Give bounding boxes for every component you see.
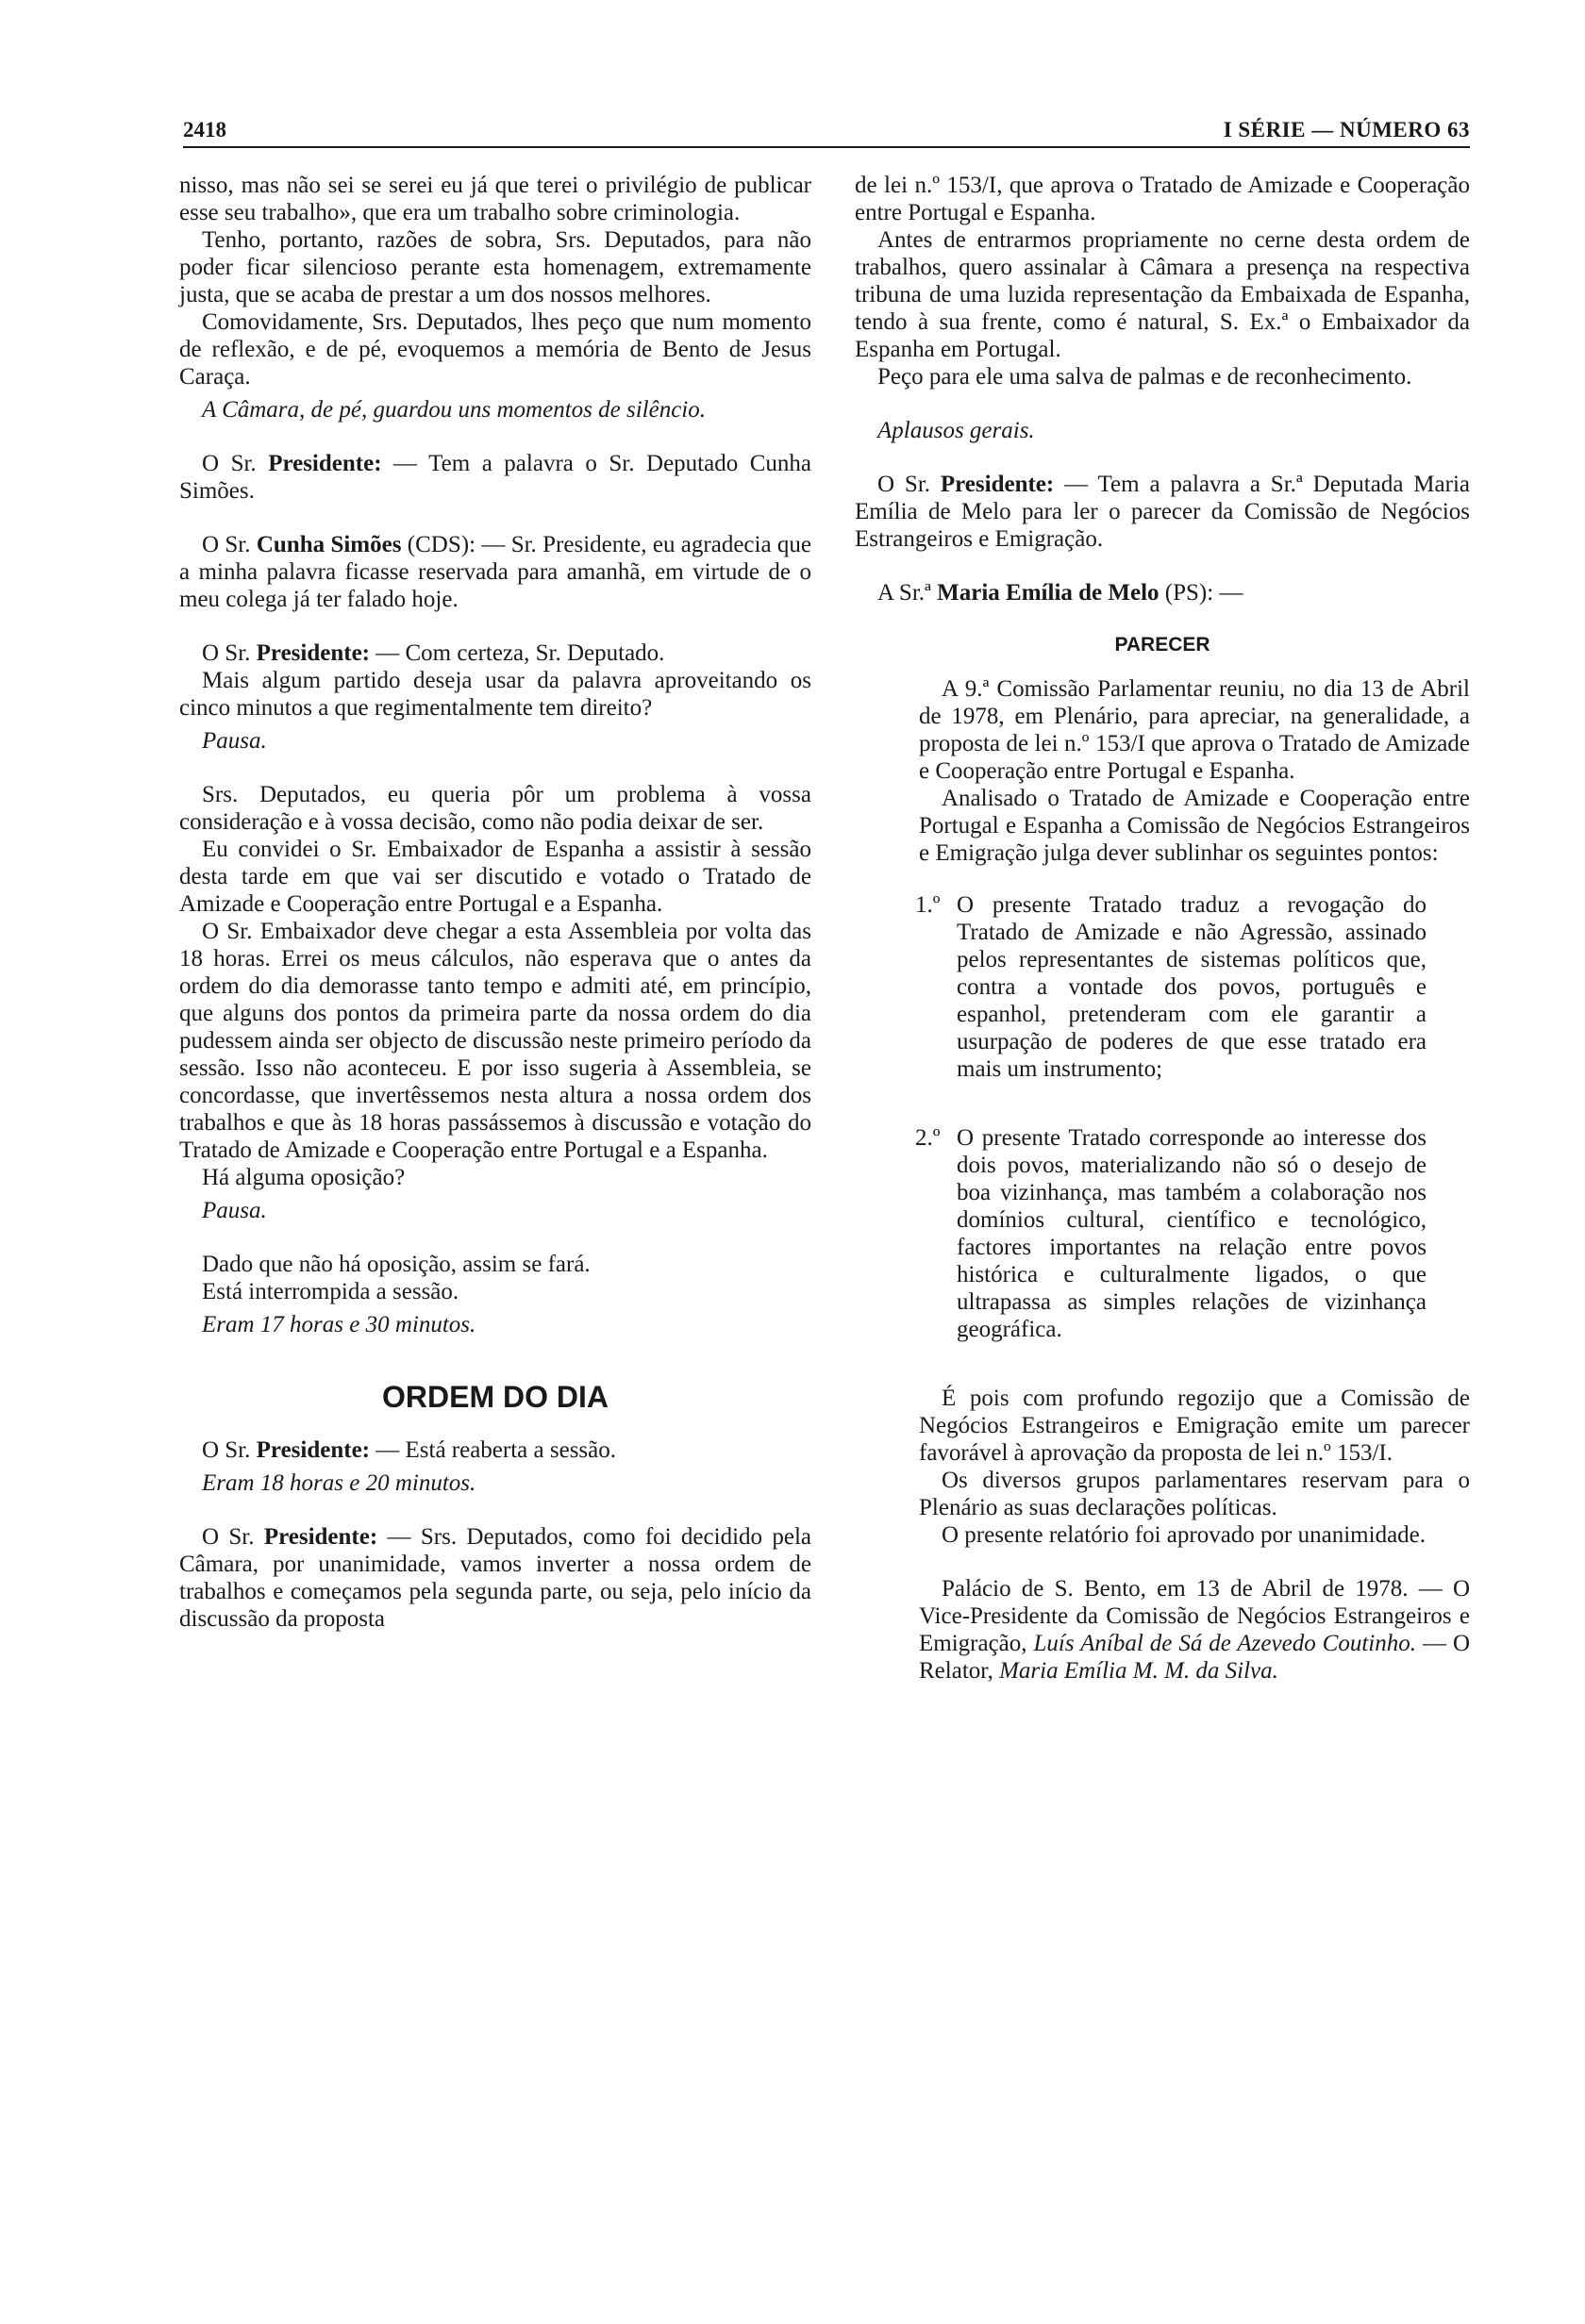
right-column bbox=[855, 172, 1470, 1685]
stage-direction: A Câmara, de pé, guardou uns momentos de silêncio. bbox=[202, 397, 706, 423]
left-column bbox=[179, 172, 811, 1633]
numbered-item bbox=[855, 1124, 1470, 1343]
speaker-name: Presidente: bbox=[940, 472, 1055, 497]
speech-cunha-simoes: O Sr. Cunha Simões (CDS): — Sr. Presidente, eu agradecia que a minha palavra ficasse reservada para amanhã, em virtude de o meu colega já ter falado hoje. bbox=[179, 532, 811, 612]
item-number: 2.º bbox=[915, 1125, 941, 1151]
speech-president: O Sr. Presidente: — Tem a palavra o Sr. Deputado Cunha Simões. bbox=[179, 451, 811, 504]
paragraph: Está interrompida a sessão. bbox=[202, 1279, 459, 1304]
paragraph: Antes de entrarmos propriamente no cerne desta ordem de trabalhos, quero assinalar à Câmara a presença na respectiva tribuna de uma luzida representação da Embaixada de Espanha, tendo à sua frente, como é natural, S. Ex.ª o Embaixador da Espanha em Portugal. bbox=[855, 227, 1470, 362]
speech-president: O Sr. Presidente: — Tem a palavra a Sr.ª Deputada Maria Emília de Melo para ler o parecer da Comissão de Negócios Estrangeiros e Emigração. bbox=[855, 472, 1470, 552]
item-number: 1.º bbox=[915, 892, 941, 918]
parecer-conclusion bbox=[855, 1385, 1470, 1685]
paragraph: Há alguma oposição? bbox=[202, 1165, 406, 1190]
speaker-name: Maria Emília de Melo bbox=[937, 580, 1160, 606]
speaker-name: Cunha Simões bbox=[256, 532, 402, 557]
paragraph: de lei n.º 153/I, que aprova o Tratado de Amizade e Cooperação entre Portugal e Espanha. bbox=[855, 173, 1470, 225]
series-title: I SÉRIE — NÚMERO 63 bbox=[1223, 118, 1470, 141]
page-header bbox=[183, 112, 1470, 148]
paragraph: Eu convidei o Sr. Embaixador de Espanha a assistir à sessão desta tarde em que vai ser discutido e votado o Tratado de Amizade e Cooperação entre Portugal e a Espanha. bbox=[179, 837, 811, 917]
paragraph: Peço para ele uma salva de palmas e de reconhecimento. bbox=[877, 364, 1412, 390]
speech-maria-emilia-de-melo: A Sr.ª Maria Emília de Melo (PS): — bbox=[877, 580, 1243, 606]
time-note: Eram 17 horas e 30 minutos. bbox=[202, 1312, 476, 1337]
speaker-name: Presidente: bbox=[256, 640, 370, 666]
paragraph: Tenho, portanto, razões de sobra, Srs. Deputados, para não poder ficar silencioso perante esta homenagem, extremamente justa, que se acaba de prestar a um dos nossos melhores. bbox=[179, 227, 811, 307]
signatory-name: Maria Emília M. M. da Silva. bbox=[999, 1658, 1278, 1684]
speaker-name: Presidente: bbox=[268, 451, 382, 476]
speech-president: O Sr. Presidente: — Com certeza, Sr. Deputado. bbox=[202, 640, 665, 666]
item-text: O presente Tratado traduz a revogação do Tratado de Amizade e não Agressão, assinado pelos representantes de sistemas políticos que, contra a vontade dos povos, português e espanhol, pretenderam com ele garantir a usurpação de poderes de que esse tratado era mais um instrumento; bbox=[957, 892, 1426, 1082]
paragraph: O presente relatório foi aprovado por unanimidade. bbox=[942, 1522, 1426, 1548]
speech-president: O Sr. Presidente: — Está reaberta a sessão. bbox=[202, 1437, 616, 1463]
page-number: 2418 bbox=[183, 118, 226, 141]
signature-block: Palácio de S. Bento, em 13 de Abril de 1978. — O Vice-Presidente da Comissão de Negócios Estrangeiros e Emigração, Luís Aníbal de Sá de Azevedo Coutinho. — O Relator, Maria Emília M. M. da Silva. bbox=[919, 1576, 1471, 1684]
signatory-name: Luís Aníbal de Sá de Azevedo Coutinho. bbox=[1033, 1631, 1416, 1656]
paragraph: Analisado o Tratado de Amizade e Cooperação entre Portugal e Espanha a Comissão de Negócios Estrangeiros e Emigração julga dever sublinhar os seguintes pontos: bbox=[919, 786, 1470, 866]
paragraph: Mais algum partido deseja usar da palavra aproveitando os cinco minutos a que regimentalmente tem direito? bbox=[179, 668, 811, 721]
stage-direction: Pausa. bbox=[202, 728, 267, 754]
speaker-name: Presidente: bbox=[263, 1524, 378, 1550]
paragraph: nisso, mas não sei se serei eu já que terei o privilégio de publicar esse seu trabalho», que era um trabalho sobre criminologia. bbox=[179, 173, 811, 225]
paragraph: A 9.ª Comissão Parlamentar reuniu, no dia 13 de Abril de 1978, em Plenário, para apreciar, na generalidade, a proposta de lei n.º 153/I que aprova o Tratado de Amizade e Cooperação entre Portugal e Espanha. bbox=[919, 676, 1470, 784]
numbered-item bbox=[855, 891, 1470, 1083]
time-note: Eram 18 horas e 20 minutos. bbox=[202, 1470, 476, 1496]
parecer-title: PARECER bbox=[1114, 634, 1210, 656]
speech-president: O Sr. Presidente: — Srs. Deputados, como foi decidido pela Câmara, por unanimidade, vamos inverter a nossa ordem de trabalhos e começamos pela segunda parte, ou seja, pelo início da discussão da proposta bbox=[179, 1524, 811, 1632]
speaker-name: Presidente: bbox=[256, 1437, 370, 1463]
parecer-body bbox=[855, 675, 1470, 867]
section-heading: ORDEM DO DIA bbox=[382, 1380, 609, 1414]
paragraph: O Sr. Embaixador deve chegar a esta Assembleia por volta das 18 horas. Errei os meus cálculos, não esperava que o antes da ordem do dia demorasse tanto tempo e admiti até, em princípio, que alguns dos pontos da primeira parte da nossa ordem do dia pudessem ainda ser objecto de discussão neste primeiro período da sessão. Isso não aconteceu. E por isso sugeria à Assembleia, se concordasse, que invertêssemos nesta altura a nossa ordem dos trabalhos e que às 18 horas passássemos à discussão e votação do Tratado de Amizade e Cooperação entre Portugal e a Espanha. bbox=[179, 919, 811, 1163]
paragraph: É pois com profundo regozijo que a Comissão de Negócios Estrangeiros e Emigração emite um parecer favorável à aprovação da proposta de lei n.º 153/I. bbox=[919, 1386, 1470, 1466]
paragraph: Srs. Deputados, eu queria pôr um problema à vossa consideração e à vossa decisão, como não podia deixar de ser. bbox=[179, 782, 811, 835]
item-text: O presente Tratado corresponde ao interesse dos dois povos, materializando não só o desejo de boa vizinhança, mas também a colaboração nos domínios cultural, científico e tecnológico, factores importantes na relação entre povos histórica e culturalmente ligados, o que ultrapassa as simples relações de vizinhança geográfica. bbox=[957, 1125, 1426, 1342]
paragraph: Os diversos grupos parlamentares reservam para o Plenário as suas declarações políticas. bbox=[919, 1468, 1470, 1520]
stage-direction: Pausa. bbox=[202, 1198, 267, 1223]
stage-direction: Aplausos gerais. bbox=[877, 418, 1035, 443]
paragraph: Comovidamente, Srs. Deputados, lhes peço que num momento de reflexão, e de pé, evoquemos a memória de Bento de Jesus Caraça. bbox=[179, 309, 811, 390]
paragraph: Dado que não há oposição, assim se fará. bbox=[202, 1252, 591, 1277]
